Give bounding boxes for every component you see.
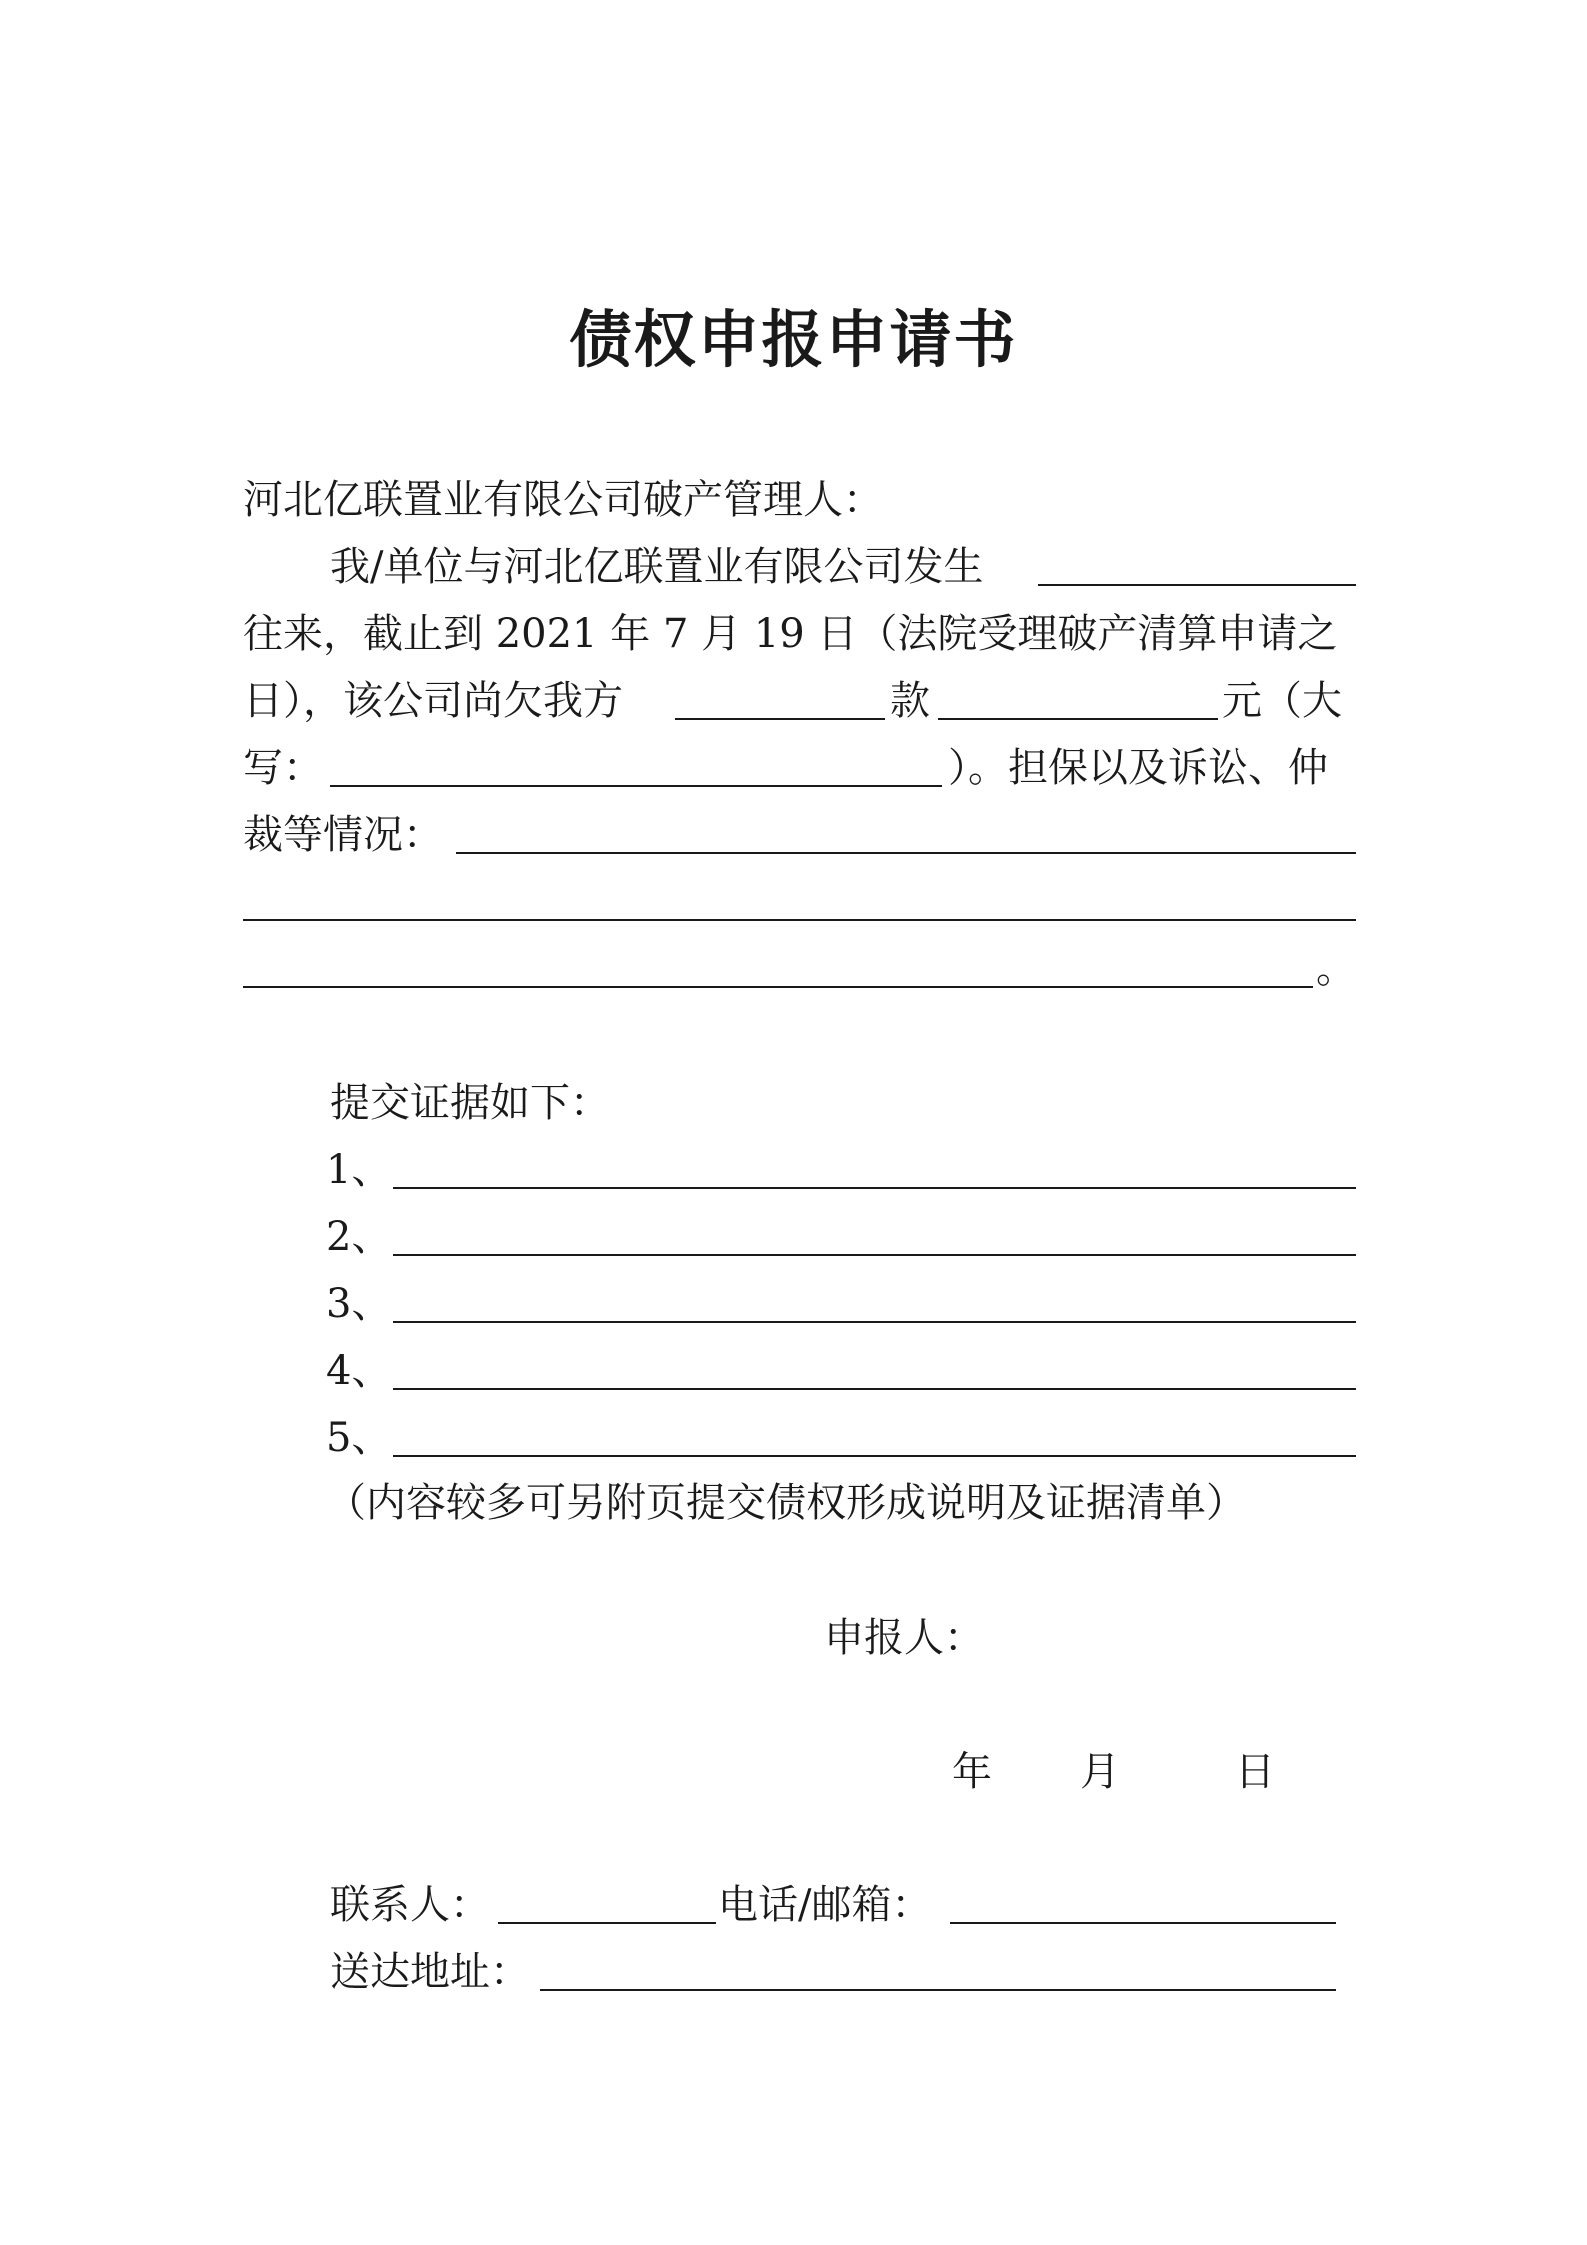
blank-guarantee-litigation-1[interactable]: [456, 852, 1356, 854]
blank-guarantee-litigation-2[interactable]: [243, 919, 1356, 921]
evidence-item-label: 2、: [326, 1214, 392, 1260]
body-line-4-suffix: ）。担保以及诉讼、仲: [948, 745, 1328, 791]
body-line-5-prefix: 裁等情况：: [243, 812, 443, 858]
phone-email-field[interactable]: [950, 1922, 1336, 1924]
evidence-item-label: 1、: [326, 1147, 392, 1193]
phone-email-label: 电话/邮箱：: [718, 1882, 932, 1928]
evidence-item-label: 3、: [326, 1281, 392, 1327]
evidence-item-blank[interactable]: [393, 1187, 1356, 1189]
body-line-3-kuan: 款: [890, 678, 930, 724]
evidence-item-blank[interactable]: [393, 1321, 1356, 1323]
evidence-note: （内容较多可另附页提交债权形成说明及证据清单）: [326, 1480, 1246, 1526]
document-title: 债权申报申请书: [569, 303, 1018, 376]
body-line-3-prefix: 日），该公司尚欠我方: [243, 678, 623, 724]
blank-amount-in-words[interactable]: [330, 785, 942, 787]
body-line-3-yuan: 元（大: [1222, 678, 1342, 724]
evidence-item-blank[interactable]: [393, 1254, 1356, 1256]
contact-person-field[interactable]: [498, 1922, 716, 1924]
addressee: 河北亿联置业有限公司破产管理人：: [243, 477, 883, 523]
body-line-4-prefix: 写：: [243, 745, 323, 791]
date-month: 月: [1080, 1749, 1120, 1795]
date-day: 日: [1235, 1749, 1275, 1795]
evidence-item-blank[interactable]: [393, 1455, 1356, 1457]
evidence-heading: 提交证据如下：: [330, 1080, 610, 1126]
applicant-label: 申报人：: [824, 1615, 984, 1661]
blank-guarantee-litigation-3[interactable]: [243, 986, 1313, 988]
blank-amount[interactable]: [938, 718, 1218, 720]
address-label: 送达地址：: [330, 1949, 530, 1995]
body-line-1: 我/单位与河北亿联置业有限公司发生: [330, 544, 984, 590]
body-line-7-period: 。: [1316, 946, 1356, 992]
blank-debt-type[interactable]: [675, 718, 885, 720]
evidence-item-blank[interactable]: [393, 1388, 1356, 1390]
address-field[interactable]: [540, 1989, 1336, 1991]
evidence-item-label: 4、: [326, 1348, 392, 1394]
date-year: 年: [952, 1749, 992, 1795]
evidence-item-label: 5、: [326, 1415, 392, 1461]
body-line-2: 往来，截止到 2021 年 7 月 19 日（法院受理破产清算申请之: [243, 611, 1338, 657]
blank-business-type[interactable]: [1038, 584, 1356, 586]
contact-person-label: 联系人：: [330, 1882, 490, 1928]
